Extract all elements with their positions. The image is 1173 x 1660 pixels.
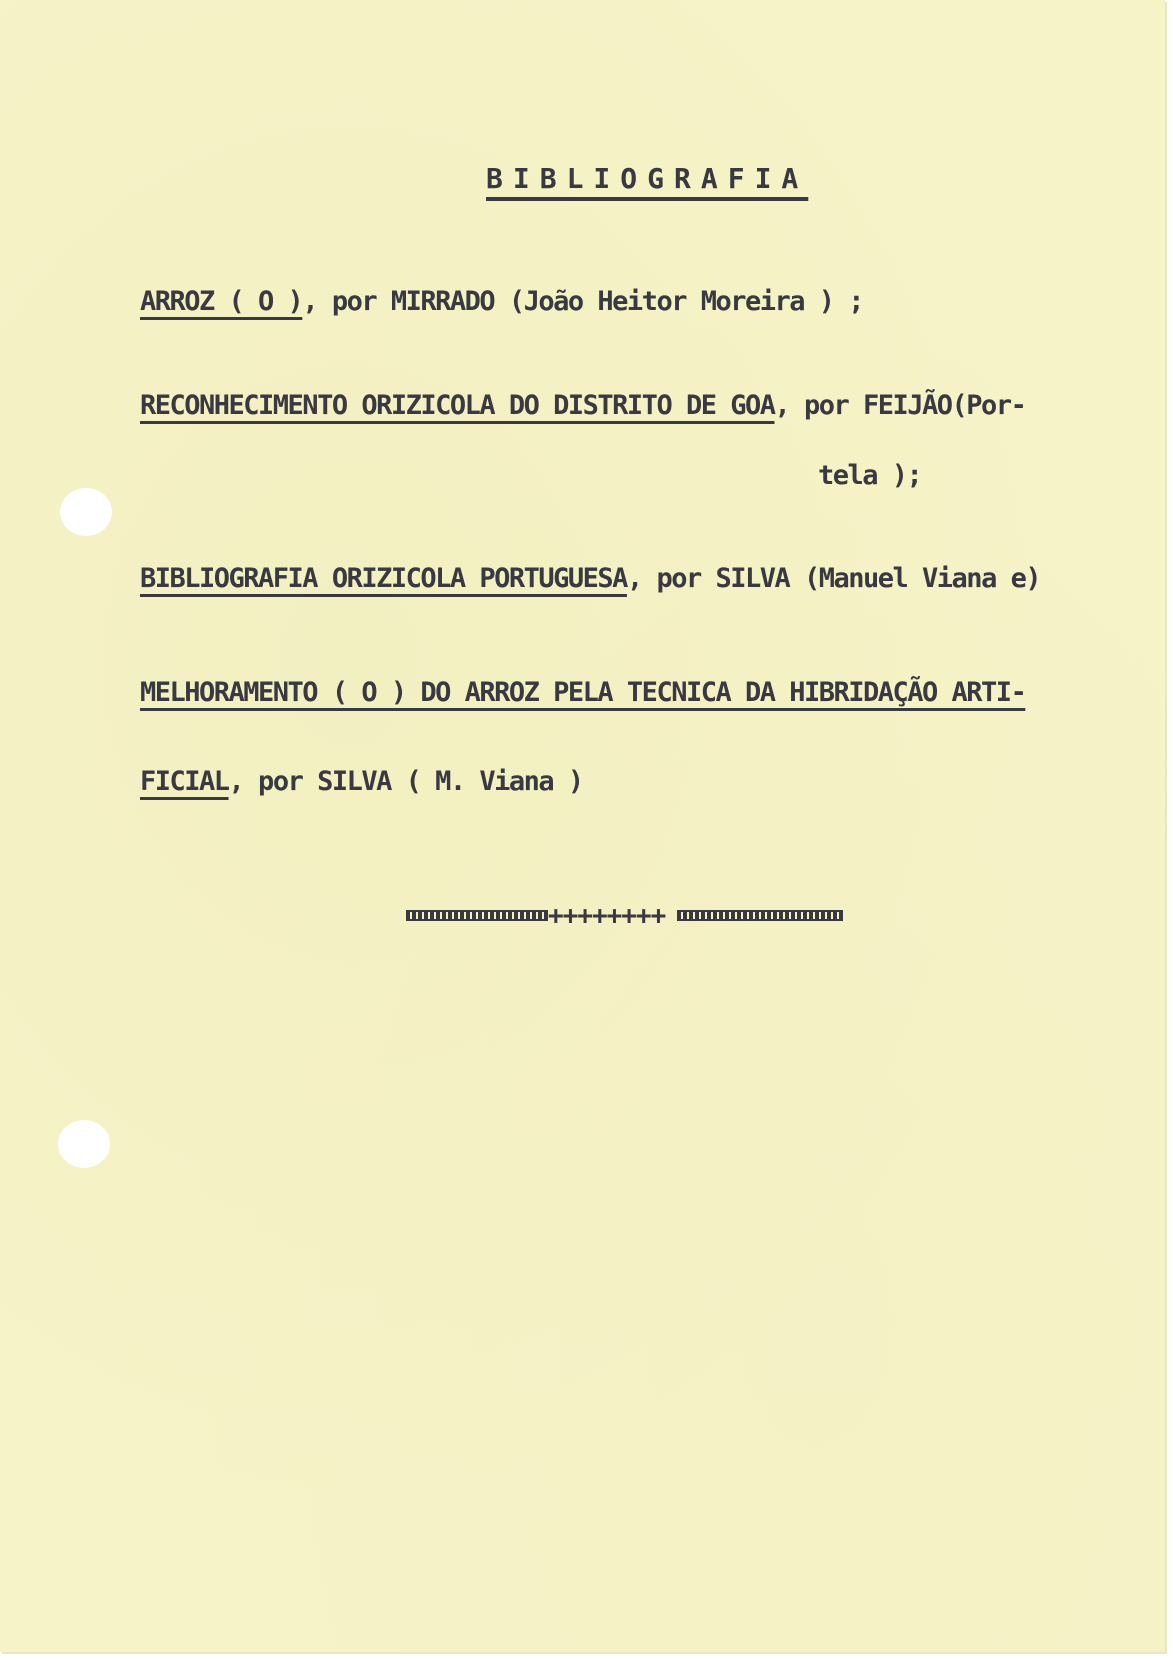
entry-1-author: , por MIRRADO (João Heitor Moreira ) ; [302,286,864,317]
entry-1-title: ARROZ ( O ) [140,286,303,317]
separator-rule-left [406,910,548,921]
entry-4-title-line1: MELHORAMENTO ( O ) DO ARROZ PELA TECNICA DA HIBRIDAÇÃO ARTI- [140,677,1026,708]
bibliography-entry-1 [140,286,863,317]
bibliography-entry-2 [140,390,1025,421]
punch-hole-top [60,488,112,536]
separator-rule-right [677,910,843,921]
separator-crosses: ++++++++ [548,900,666,931]
entry-2-continuation: tela ); [818,460,922,491]
entry-2-author: , por FEIJÃO(Por- [774,390,1026,421]
entry-4-author: , por SILVA ( M. Viana ) [228,766,583,797]
entry-4-title-line2: FICIAL [140,766,229,797]
bibliography-entry-4-continuation [140,766,583,797]
bibliography-entry-4 [140,677,1025,708]
punch-hole-bottom [58,1120,110,1168]
entry-3-title: BIBLIOGRAFIA ORIZICOLA PORTUGUESA [140,563,627,594]
page-title: BIBLIOGRAFIA [486,162,809,195]
entry-2-title: RECONHECIMENTO ORIZICOLA DO DISTRITO DE GOA [140,390,775,421]
entry-3-author: , por SILVA (Manuel Viana e) [626,563,1041,594]
closing-separator [406,900,843,931]
bibliography-entry-3 [140,563,1040,594]
